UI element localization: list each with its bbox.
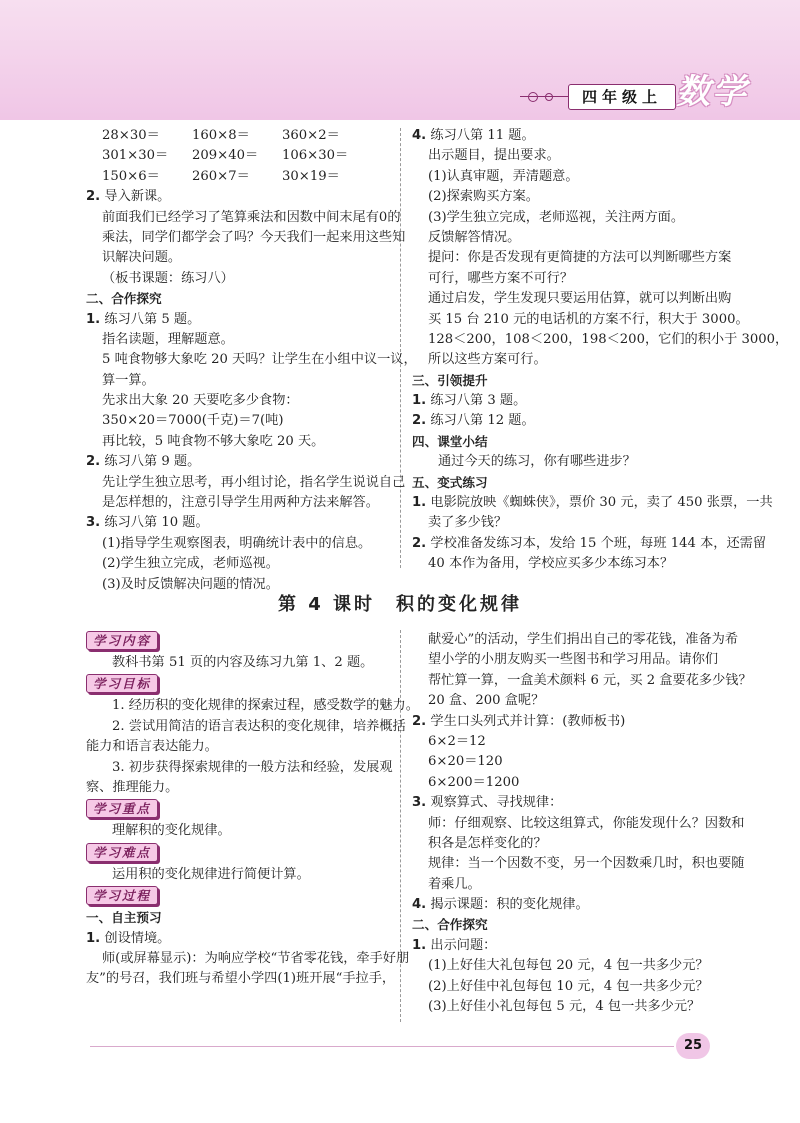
text-line: 反馈解答情况。 (428, 229, 521, 245)
text-line: 1. 经历积的变化规律的探索过程，感受数学的魅力。 (112, 698, 419, 714)
exercise: 360×2＝ (282, 128, 340, 143)
text-line: 着乘几。 (428, 876, 481, 892)
tag-content: 学习内容 (86, 631, 158, 650)
item-heading: 2. 练习八第 9 题。 (86, 454, 201, 470)
text-line: 师：仔细观察、比较这组算式，你能发现什么？因数和 (428, 815, 745, 831)
footer-rule (90, 1046, 674, 1047)
text-line: (1)认真审题，弄清题意。 (428, 168, 579, 184)
item-heading: 2. 练习八第 12 题。 (412, 413, 535, 429)
text-line: 算一算。 (102, 372, 155, 388)
exercise-row (86, 167, 392, 187)
text-line: (3)上好佳小礼包每包 5 元，4 包一共多少元？ (428, 999, 701, 1015)
tag-goals: 学习目标 (86, 674, 158, 693)
text-line: 乘法，同学们都学会了吗？今天我们一起来用这些知 (102, 229, 406, 245)
text-line: 通过今天的练习，你有哪些进步？ (438, 454, 636, 470)
item-heading: 1. 创设情境。 (86, 930, 171, 946)
text-line: 通过启发，学生发现只要运用估算，就可以判断出购 (428, 291, 732, 307)
text-line: 先求出大象 20 天要吃多少食物： (102, 393, 299, 409)
text-line: 是怎样想的，注意引导学生用两种方法来解答。 (102, 495, 379, 511)
text-line: (2)学生独立完成，老师巡视。 (102, 556, 279, 572)
text-line: 5 吨食物够大象吃 20 天吗？让学生在小组中议一议， (102, 352, 417, 368)
text-line: (2)探索购买方案。 (428, 189, 539, 205)
text-line: 教科书第 51 页的内容及练习九第 1、2 题。 (112, 655, 374, 670)
item-heading: 3. 练习八第 10 题。 (86, 515, 209, 531)
text-line: 献爱心”的活动，学生们捐出自己的零花钱，准备为希 (428, 632, 739, 647)
bottom-left-column (86, 630, 419, 990)
item-heading: 1. 电影院放映《蜘蛛侠》，票价 30 元，卖了 450 张票，一共 (412, 495, 773, 511)
item-heading: 1. 出示问题： (412, 937, 497, 953)
item-heading: 4. 练习八第 11 题。 (412, 128, 535, 143)
text-line: 再比较，5 吨食物不够大象吃 20 天。 (102, 433, 325, 449)
text-line: 帮忙算一算，一盒美术颜料 6 元，买 2 盒要花多少钱？ (428, 672, 752, 688)
exercise: 301×30＝ (102, 148, 169, 164)
text-line: (3)学生独立完成，老师巡视，关注两方面。 (428, 209, 685, 225)
item-heading: 4. 揭示课题：积的变化规律。 (412, 897, 589, 913)
section-heading: 二、合作探究 (412, 917, 488, 933)
text-line: 指名读题，理解题意。 (102, 331, 234, 347)
text-line: 128＜200，108＜200，198＜200，它们的积小于 3000， (428, 331, 789, 347)
section-heading: 五、变式练习 (412, 474, 488, 490)
text-line: 识解决问题。 (102, 250, 182, 266)
text-line: 所以这些方案可行。 (428, 352, 547, 368)
section-heading: 二、合作探究 (86, 291, 162, 307)
header-band (0, 0, 800, 120)
text-line: 提问：你是否发现有更简捷的方法可以判断哪些方案 (428, 250, 732, 266)
exercise: 150×6＝ (102, 168, 160, 184)
text-line: 能力和语言表达能力。 (86, 739, 218, 755)
top-right-column (412, 126, 789, 575)
column-divider-top (400, 128, 401, 568)
item-heading: 1. 练习八第 3 题。 (412, 393, 527, 409)
text-line: 2. 尝试用简洁的语言表达积的变化规律，培养概括 (112, 718, 406, 734)
item-heading: 2. 导入新课。 (86, 189, 171, 205)
text-line: (3)及时反馈解决问题的情况。 (102, 576, 279, 592)
text-line: 先让学生独立思考，再小组讨论，指名学生说说自己 (102, 474, 406, 490)
page-number: 25 (676, 1033, 710, 1059)
tag-key-point: 学习重点 (86, 799, 158, 818)
text-line: 察、推理能力。 (86, 779, 179, 795)
tag-process: 学习过程 (86, 886, 158, 905)
text-line: 友”的号召，我们班与希望小学四(1)班开展“手拉手， (86, 971, 396, 987)
grade-label: 四年级上 (568, 84, 676, 110)
section-heading: 一、自主预习 (86, 910, 162, 926)
text-line: （板书课题：练习八） (102, 270, 234, 286)
text-line: 运用积的变化规律进行简便计算。 (112, 866, 310, 882)
text-line: 40 本作为备用，学校应买多少本练习本？ (428, 556, 674, 572)
item-heading: 1. 练习八第 5 题。 (86, 311, 201, 327)
exercise: 160×8＝ (192, 128, 250, 143)
exercise: 106×30＝ (282, 148, 349, 164)
text-line: 理解积的变化规律。 (112, 823, 231, 839)
text-line: 前面我们已经学习了笔算乘法和因数中间末尾有0的 (102, 209, 401, 225)
top-left-column (86, 126, 417, 595)
exercise: 209×40＝ (192, 148, 259, 164)
item-heading: 3. 观察算式、寻找规律： (412, 795, 563, 811)
text-line: 师(或屏幕显示)：为响应学校“节省零花钱，牵手好朋 (102, 950, 410, 966)
section-heading: 四、课堂小结 (412, 433, 488, 449)
header-ornament-icon (528, 92, 538, 102)
exercise: 28×30＝ (102, 128, 160, 143)
calc-line: 6×200＝1200 (428, 774, 520, 790)
item-heading: 2. 学校准备发练习本，发给 15 个班，每班 144 本，还需留 (412, 535, 767, 551)
text-line: 积各是怎样变化的？ (428, 835, 547, 851)
text-line: 350×20＝7000(千克)＝7(吨) (102, 413, 284, 429)
tag-difficulty: 学习难点 (86, 843, 158, 862)
text-line: 可行，哪些方案不可行？ (428, 270, 574, 286)
text-line: (2)上好佳中礼包每包 10 元，4 包一共多少元？ (428, 978, 709, 994)
text-line: 出示题目，提出要求。 (428, 148, 560, 164)
subject-title: 数学 (676, 72, 748, 112)
text-line: 规律：当一个因数不变，另一个因数乘几时，积也要随 (428, 856, 745, 872)
text-line: (1)指导学生观察图表，明确统计表中的信息。 (102, 535, 372, 551)
text-line: 望小学的小朋友购买一些图书和学习用品。请你们 (428, 652, 719, 668)
text-line: 买 15 台 210 元的电话机的方案不行，积大于 3000。 (428, 311, 749, 327)
text-line: 20 盒、200 盒呢？ (428, 693, 545, 709)
text-line: 卖了多少钱？ (428, 515, 508, 531)
exercise: 260×7＝ (192, 168, 250, 184)
exercise-row (86, 126, 392, 146)
text-line: (1)上好佳大礼包每包 20 元，4 包一共多少元？ (428, 958, 709, 974)
header-ornament-icon (545, 93, 553, 101)
item-heading: 2. 学生口头列式并计算：(教师板书) (412, 713, 626, 729)
calc-line: 6×20＝120 (428, 754, 503, 770)
bottom-right-column (412, 630, 752, 1017)
exercise: 30×19＝ (282, 168, 340, 184)
exercise-row (86, 146, 392, 166)
text-line: 3. 初步获得探索规律的一般方法和经验，发展观 (112, 759, 393, 775)
lesson-title: 第 4 课时 积的变化规律 (277, 594, 523, 615)
section-heading: 三、引领提升 (412, 372, 488, 388)
calc-line: 6×2＝12 (428, 733, 486, 749)
